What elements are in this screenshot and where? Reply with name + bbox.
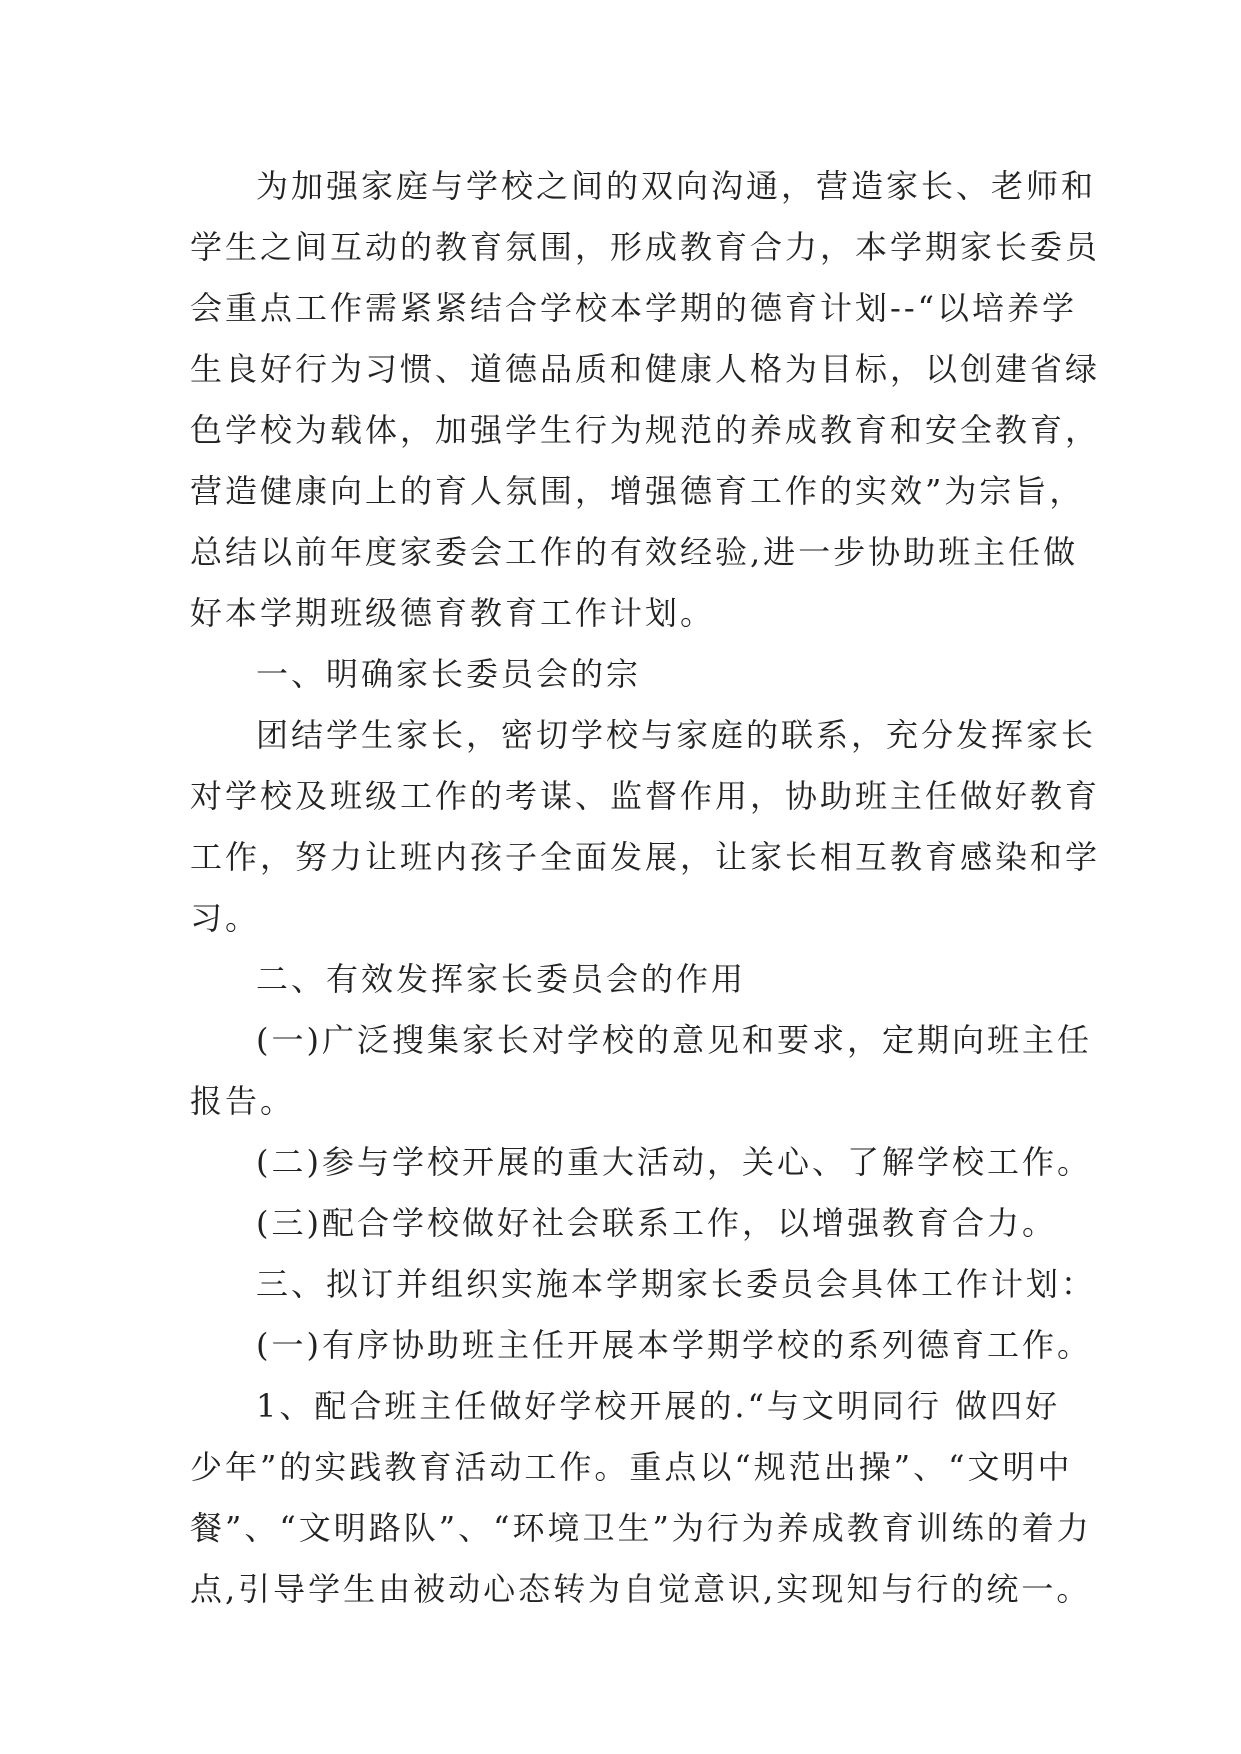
text-line: 色学校为载体，加强学生行为规范的养成教育和安全教育， xyxy=(190,411,1101,449)
text-line: (三)配合学校做好社会联系工作，以增强教育合力。 xyxy=(256,1204,1057,1242)
text-line: 报告。 xyxy=(190,1082,296,1120)
text-line: 三、拟订并组织实施本学期家长委员会具体工作计划： xyxy=(256,1265,1097,1303)
text-line: 对学校及班级工作的考谋、监督作用，协助班主任做好教育 xyxy=(190,777,1101,815)
text-line: 工作，努力让班内孩子全面发展，让家长相互教育感染和学 xyxy=(190,838,1101,876)
text-line: 好本学期班级德育教育工作计划。 xyxy=(190,594,716,632)
text-line: 一、明确家长委员会的宗 xyxy=(256,655,642,693)
text-line: 习。 xyxy=(190,899,261,937)
text-line: (一)广泛搜集家长对学校的意见和要求，定期向班主任 xyxy=(256,1021,1092,1059)
text-line: 二、有效发挥家长委员会的作用 xyxy=(256,960,747,998)
text-line: (二)参与学校开展的重大活动，关心、了解学校工作。 xyxy=(256,1143,1092,1181)
text-line: 会重点工作需紧紧结合学校本学期的德育计划--“以培养学 xyxy=(190,289,1077,327)
text-line: 总结以前年度家委会工作的有效经验,进一步协助班主任做 xyxy=(190,533,1079,571)
text-line: 为加强家庭与学校之间的双向沟通，营造家长、老师和 xyxy=(256,167,1097,205)
text-line: (一)有序协助班主任开展本学期学校的系列德育工作。 xyxy=(256,1326,1092,1364)
text-line: 少年”的实践教育活动工作。重点以“规范出操”、“文明中 xyxy=(190,1448,1073,1486)
text-line: 餐”、“文明路队”、“环境卫生”为行为养成教育训练的着力 xyxy=(190,1509,1092,1547)
text-line: 点,引导学生由被动心态转为自觉意识,实现知与行的统一。 xyxy=(190,1570,1092,1608)
text-line: 1、配合班主任做好学校开展的.“与文明同行 做四好 xyxy=(256,1387,1061,1425)
text-line: 生良好行为习惯、道德品质和健康人格为目标，以创建省绿 xyxy=(190,350,1101,388)
text-line: 学生之间互动的教育氛围，形成教育合力，本学期家长委员 xyxy=(190,228,1101,266)
text-line: 团结学生家长，密切学校与家庭的联系，充分发挥家长 xyxy=(256,716,1097,754)
text-line: 营造健康向上的育人氛围，增强德育工作的实效”为宗旨， xyxy=(190,472,1085,510)
document-body xyxy=(190,156,1101,1620)
